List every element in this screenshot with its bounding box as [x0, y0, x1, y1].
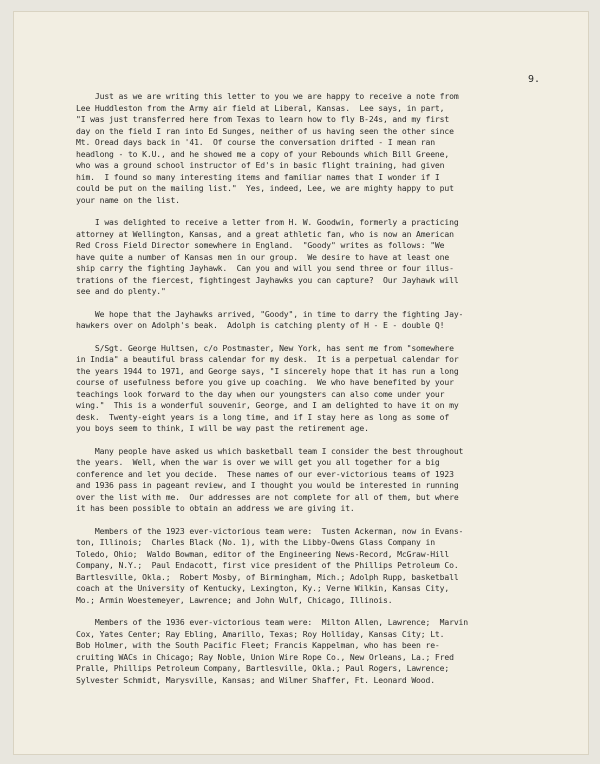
paragraph-1923-team: Members of the 1923 ever-victorious team were: Tusten Ackerman, now in Evans- ton, Illinois; Charles Black (No. 1), with the Libby-Owens Glass Company in Toledo, Ohio; Waldo Bowman, editor of the Engineering News-Record, McGraw-Hill Company, N.Y.; Paul Endacott, first vice president of the Phillips Petroleum Co. Bartlesville, Okla.; Robert Mosby, of Birmingham, Mich.; Adolph Rupp, basketball coach at the University of Kentucky, Lexington, Ky.; Verne Wilkin, Kansas City, Mo.; Armin Woestemeyer, Lawrence; and John Wulf, Chicago, Illinois. [76, 525, 464, 605]
paragraph-hultsen: S/Sgt. George Hultsen, c/o Postmaster, New York, has sent me from "somewhere in India" a beautiful brass calendar for my desk. It is a perpetual calendar for the years 1944 to 1971, and George says, "I sincerely hope that it has run a long course of usefulness before you give up coaching. We who have benefited by your teachings look forward to the day when our youngsters can also come under your wing." This is a wonderful souvenir, George, and I am delighted to have it on my desk. Twenty-eight years is a long time, and if I stay here as long as some of you boys seem to think, I will be way past the retirement age. [76, 342, 459, 433]
paragraph-1936-team: Members of the 1936 ever-victorious team were: Milton Allen, Lawrence; Marvin Cox, Yates Center; Ray Ebling, Amarillo, Texas; Roy Holliday, Kansas City; Lt. Bob Holmer, with the South Pacific Fleet; Francis Kappelman, who has been re- cruiting WACs in Chicago; Ray Noble, Union Wire Rope Co., New Orleans, La.; Fred Pralle, Phillips Petroleum Company, Bartlesville, Okla.; Paul Rogers, Lawrence; Sylvester Schmidt, Marysville, Kansas; and Wilmer Shaffer, Ft. Leonard Wood. [76, 617, 468, 685]
paragraph-goodwin: I was delighted to receive a letter from H. W. Goodwin, formerly a practicing attorney at Wellington, Kansas, and a great athletic fan, who is now an American Red Cross Field Director somewhere in England. "Goody" writes as follows: "We have quite a number of Kansas men in our group. We desire to have at least one ship carry the fighting Jayhawk. Can you and will you send three or four illus- trations of the fiercest, fightingest Jayhawks you can capture? Our Jayhawk will see and do plenty." [76, 217, 459, 296]
paragraph-jayhawks: We hope that the Jayhawks arrived, "Goody", in time to darry the fighting Jay- hawkers over on Adolph's beak. Adolph is catching plenty of H - E - double Q! [76, 308, 464, 330]
letter-body [76, 91, 560, 697]
paragraph-best-team: Many people have asked us which basketball team I consider the best throughout the years. Well, when the war is over we will get you all together for a big conference and let you decide. These names of our ever-victorious teams of 1923 and 1936 pass in pageant review, and I thought you would be interested in running over the list with me. Our addresses are not complete for all of them, but where it has been possible to obtain an address we are giving it. [76, 445, 464, 513]
document-page [14, 12, 588, 754]
paragraph-huddleston: Just as we are writing this letter to you we are happy to receive a note from Lee Huddleston from the Army air field at Liberal, Kansas. Lee says, in part, "I was just transferred here from Texas to learn how to fly B-24s, and my first day on the field I ran into Ed Sunges, neither of us having seen the other since Mt. Oread days back in '41. Of course the conversation drifted - I mean ran headlong - to K.U., and he showed me a copy of your Rebounds which Bill Greene, who was a ground school instructor of Ed's in basic flight training, had given him. I found so many interesting items and familiar names that I wonder if I could be put on the mailing list." Yes, indeed, Lee, we are mighty happy to put your name on the list. [76, 91, 459, 205]
page-number: 9. [528, 74, 541, 85]
